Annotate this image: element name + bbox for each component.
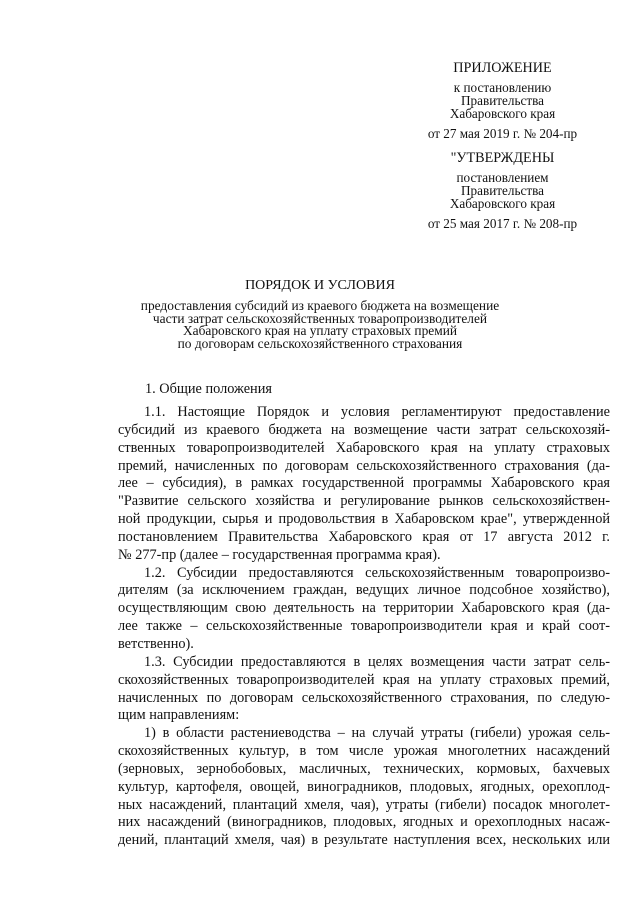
- body-line: премий, начисленных по договорам сельскохозяйственного страхования (да-: [118, 457, 610, 474]
- subtitle-line: Хабаровского края на уплату страховых премий: [182, 323, 458, 339]
- body-line: лее – субсидия), в рамках государственной программы Хабаровского края: [118, 475, 610, 492]
- subtitle-line: по договорам сельскохозяйственного страхования: [177, 335, 463, 351]
- body-line: осуществляющим свою деятельность на территории Хабаровского края (да-: [118, 600, 610, 617]
- body-line: дителям (за исключением граждан, ведущих личное подсобное хозяйство),: [118, 582, 610, 599]
- subtitle-line: части затрат сельскохозяйственных товаропроизводителей: [152, 310, 488, 326]
- body-line: (зерновых, зернобобовых, масличных, технических, кормовых, бахчевых: [118, 760, 610, 777]
- approved-heading: "УТВЕРЖДЕНЫ: [450, 150, 555, 166]
- body-line: постановлением Правительства Хабаровского края от 17 августа 2012 г.: [118, 528, 610, 545]
- approval-line: постановлением: [456, 170, 549, 185]
- approval-block-appendix: [405, 60, 600, 140]
- body-line: культур, картофеля, овощей, виноградников, плодовых, ягодных, орехоплод-: [118, 778, 610, 795]
- body-line: 1.1. Настоящие Порядок и условия регламентируют предоставление: [144, 404, 610, 420]
- approval-date: от 27 мая 2019 г. № 204-пр: [427, 126, 578, 141]
- document-body: [118, 404, 610, 850]
- body-line: 1) в области растениеводства – на случай утраты (гибели) урожая сель-: [144, 725, 610, 742]
- body-line: скохозяйственных товаропроизводителей края на уплату страховых премий,: [118, 671, 610, 688]
- body-line: № 277-пр (далее – государственная программа края).: [118, 546, 441, 563]
- body-line: 1.2. Субсидии предоставляются сельскохозяйственным товаропроизво-: [144, 564, 610, 581]
- body-line: ственных товаропроизводителей Хабаровского края на уплату страховых: [118, 439, 610, 456]
- approval-line: Правительства: [461, 183, 544, 198]
- body-line: ных насаждений, плантаций хмеля, чая), утраты (гибели) посадок многолет-: [118, 796, 610, 813]
- body-line: дений, плантаций хмеля, чая) в результате наступления всех, нескольких или: [118, 832, 610, 849]
- document-title: ПОРЯДОК И УСЛОВИЯ: [245, 278, 395, 293]
- body-line: субсидий из краевого бюджета на возмещение части затрат сельскохозяй-: [118, 421, 610, 438]
- section-heading: 1. Общие положения: [145, 381, 272, 397]
- body-line: "Развитие сельского хозяйства и регулирование рынков сельскохозяйствен-: [118, 493, 610, 510]
- approval-line: Хабаровского края: [449, 196, 556, 211]
- body-line: начисленных по договорам сельскохозяйственного страхования, по следую-: [118, 689, 610, 706]
- appendix-heading: ПРИЛОЖЕНИЕ: [453, 60, 552, 76]
- body-line: 1.3. Субсидии предоставляются в целях возмещения части затрат сель-: [144, 653, 610, 670]
- approval-line: к постановлению: [453, 80, 552, 95]
- approval-line: Хабаровского края: [449, 106, 556, 121]
- body-line: лее также – сельскохозяйственные товаропроизводители края и край соот-: [118, 618, 610, 635]
- approval-date: от 25 мая 2017 г. № 208-пр: [427, 216, 578, 231]
- body-line: скохозяйственных культур, в том числе урожая многолетних насаждений: [118, 743, 610, 760]
- body-line: ветственно).: [118, 635, 194, 652]
- approval-block-approved: [405, 150, 600, 230]
- subtitle-line: предоставления субсидий из краевого бюджета на возмещение: [140, 298, 500, 313]
- document-subtitle: [100, 300, 540, 350]
- body-line: щим направлениям:: [118, 707, 240, 724]
- body-line: ной продукции, сырья и продовольствия в Хабаровском крае", утвержденной: [118, 511, 610, 528]
- approval-line: Правительства: [461, 93, 544, 108]
- body-line: них насаждений (виноградников, плодовых, ягодных и орехоплодных насаж-: [118, 814, 610, 831]
